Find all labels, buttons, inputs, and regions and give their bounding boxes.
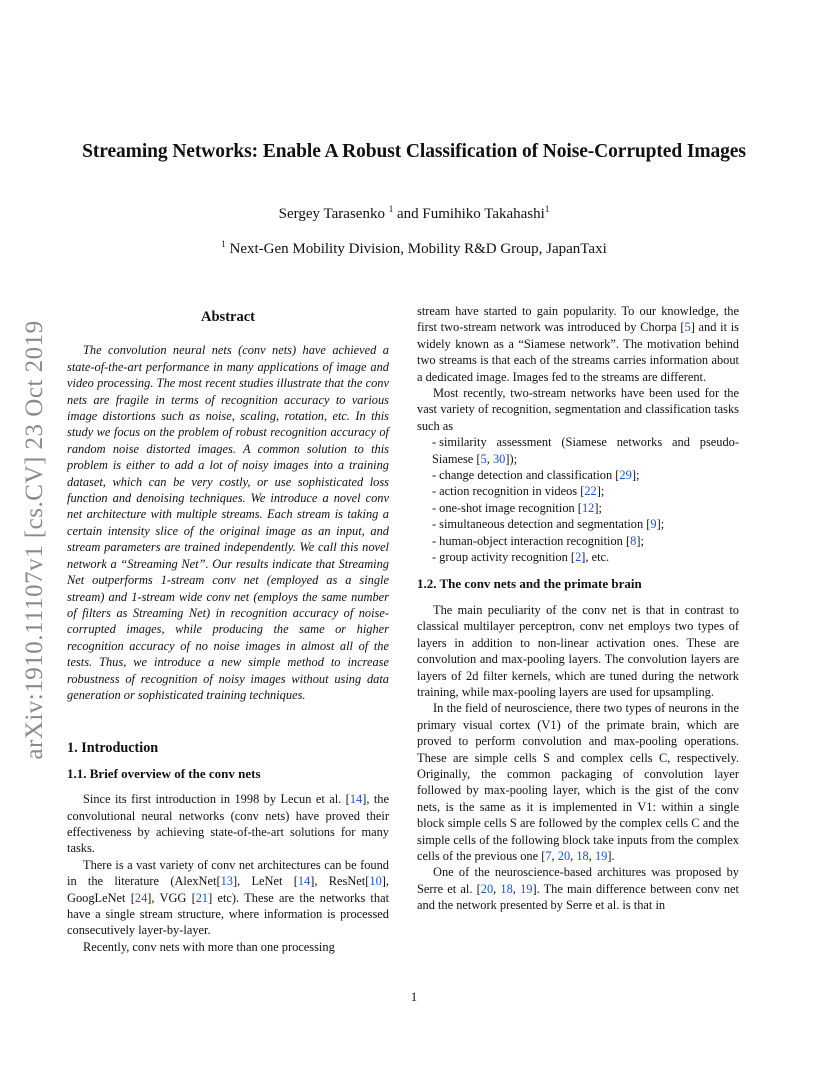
left-column xyxy=(67,309,389,955)
author-name: Sergey Tarasenko xyxy=(278,206,385,222)
list-item: - similarity assessment (Siamese networks and pseudo-Siamese [5, 30]); xyxy=(432,435,739,466)
page-number: 1 xyxy=(410,990,418,1004)
citation-link[interactable]: 19 xyxy=(594,849,608,863)
body-paragraph: The main peculiarity of the conv net is that in contrast to classical multilayer perceptron, conv net employs two types of layers in addition to non-linear activation ones. These are convolution and max-pooling layers. The convolution layers are layers of 2d filter kernels, which are tuned during the network training, while max-pooling layers are used for upsampling. xyxy=(417,602,739,699)
citation-link[interactable]: 2 xyxy=(575,550,582,565)
citation-link[interactable]: 10 xyxy=(369,874,382,889)
citation-link[interactable]: 13 xyxy=(220,874,233,889)
right-column xyxy=(417,303,739,914)
citation-link[interactable]: 29 xyxy=(619,468,632,483)
paper-title: Streaming Networks: Enable A Robust Classification of Noise-Corrupted Images xyxy=(82,141,746,162)
author-conjunction: and xyxy=(393,206,423,222)
author-name: Fumihiko Takahashi xyxy=(422,206,545,222)
citation-link[interactable]: 12 xyxy=(581,500,595,515)
body-paragraph: In the field of neuroscience, there two types of neurons in the primary visual cortex (V1) of the primate brain, which are proved to perform convolution and max-pooling operations. These are simple cells S and complex cells C, respectively. Originally, the common packaging of convolution layer followed by max-pooling layer, which is the gist of the conv nets, is the same as it is implemented in V1: within a single block simple cells S are followed by the complex cells C and the simple cells of the following block take inputs from the complex cells of the previous one [7, 20, 18, 19]. xyxy=(417,701,739,863)
arxiv-identifier-stamp: arXiv:1910.11107v1 [cs.CV] 23 Oct 2019 xyxy=(21,320,48,760)
citation-link[interactable]: 14 xyxy=(349,792,363,807)
body-paragraph: One of the neuroscience-based architures was proposed by Serre et al. [20, 18, 19]. The main difference between conv net and the network presented by Serre et al. is that in xyxy=(417,865,739,913)
section-heading-introduction: 1. Introduction xyxy=(67,740,159,757)
affiliation-mark: 1 xyxy=(221,239,226,249)
citation-link[interactable]: 22 xyxy=(584,484,597,499)
body-paragraph: stream have started to gain popularity. To our knowledge, the first two-stream network was introduced by Chorpa [5] and it is widely known as a “Siamese network”. The motivation behind two streams is that each of the streams carries information about a dedicated image. Images fed to the streams are different. xyxy=(417,304,739,384)
body-paragraph: Recently, conv nets with more than one processing xyxy=(83,939,335,954)
citation-link[interactable]: 5 xyxy=(684,320,691,335)
subsection-heading-primate-brain: 1.2. The conv nets and the primate brain xyxy=(417,575,642,591)
affiliation-line xyxy=(40,241,788,258)
citation-link[interactable]: 5 xyxy=(480,451,487,466)
citation-link[interactable]: 8 xyxy=(630,533,637,548)
citation-link[interactable]: 14 xyxy=(297,874,311,889)
citation-link[interactable]: 20 xyxy=(557,849,571,863)
citation-link[interactable]: 18 xyxy=(576,849,589,863)
body-paragraph: Most recently, two-stream networks have been used for the vast variety of recognition, segmentation and classification tasks such as xyxy=(417,386,739,433)
list-item: - one-shot image recognition [12]; xyxy=(432,500,602,515)
citation-link[interactable]: 20 xyxy=(480,881,494,896)
citation-link[interactable]: 21 xyxy=(195,890,209,905)
list-item: - simultaneous detection and segmentation [9]; xyxy=(432,517,665,532)
affiliation-mark: 1 xyxy=(388,204,394,214)
body-paragraph: Since its first introduction in 1998 by Lecun et al. [14], the convolutional neural networks (conv nets) have proved their effectiveness by achieving state-of-the-art solutions for many tasks. xyxy=(67,792,389,856)
abstract-heading: Abstract xyxy=(201,309,255,325)
citation-link[interactable]: 24 xyxy=(134,890,148,905)
citation-link[interactable]: 7 xyxy=(545,849,552,863)
abstract-text: The convolution neural nets (conv nets) have achieved a state-of-the-art performance in many applications of image and video processing. The most recent studies illustrate that the conv nets are fragile in terms of recognition accuracy to various image distortions such as noise, scaling, rotation, etc. In this study we focus on the problem of robust recognition accuracy of random noise distorted images. A common solution to this problem is either to add a lot of noisy images into a training dataset, which can be very costly, or use sophisticated loss function and denoising techniques. We introduce a novel conv net architecture with multiple streams. Each stream is taking a certain intensity slice of the original image as an input, and stream parameters are trained independently. We call this novel network a “Streaming Net”. Our results indicate that Streaming Net outperforms 1-stream conv net (employed as a single stream) and 1-stream wide conv net (employs the same number of filters as Streaming Net) in recognition accuracy of noise-corrupted images, while producing the same or higher recognition accuracy of no noise images in almost all of the tests. Thus, we introduce a new simple method to increase robustness of recognition of noisy images without using data generation or sophisticated training techniques. xyxy=(67,343,389,702)
list-item: - change detection and classification [29]; xyxy=(432,468,640,483)
body-paragraph: There is a vast variety of conv net architectures can be found in the literature (AlexNet[13], LeNet [14], ResNet[10], GoogLeNet [24], VGG [21] etc). These are the networks that have a single stream structure, where information is processed consecutively layer-by-layer. xyxy=(67,857,390,938)
citation-link[interactable]: 19 xyxy=(520,881,533,896)
citation-link[interactable]: 30 xyxy=(492,451,506,466)
task-list xyxy=(417,434,739,565)
affiliation-mark: 1 xyxy=(544,204,550,214)
subsection-heading-overview: 1.1. Brief overview of the conv nets xyxy=(67,765,261,781)
citation-link[interactable]: 9 xyxy=(650,517,657,532)
affiliation-text: Next-Gen Mobility Division, Mobility R&D Group, JapanTaxi xyxy=(225,241,607,257)
list-item: - action recognition in videos [22]; xyxy=(432,484,605,499)
list-item: - group activity recognition [2], etc. xyxy=(432,550,610,565)
citation-link[interactable]: 18 xyxy=(500,881,513,896)
author-line xyxy=(40,206,788,223)
list-item: - human-object interaction recognition [8]; xyxy=(432,533,644,548)
